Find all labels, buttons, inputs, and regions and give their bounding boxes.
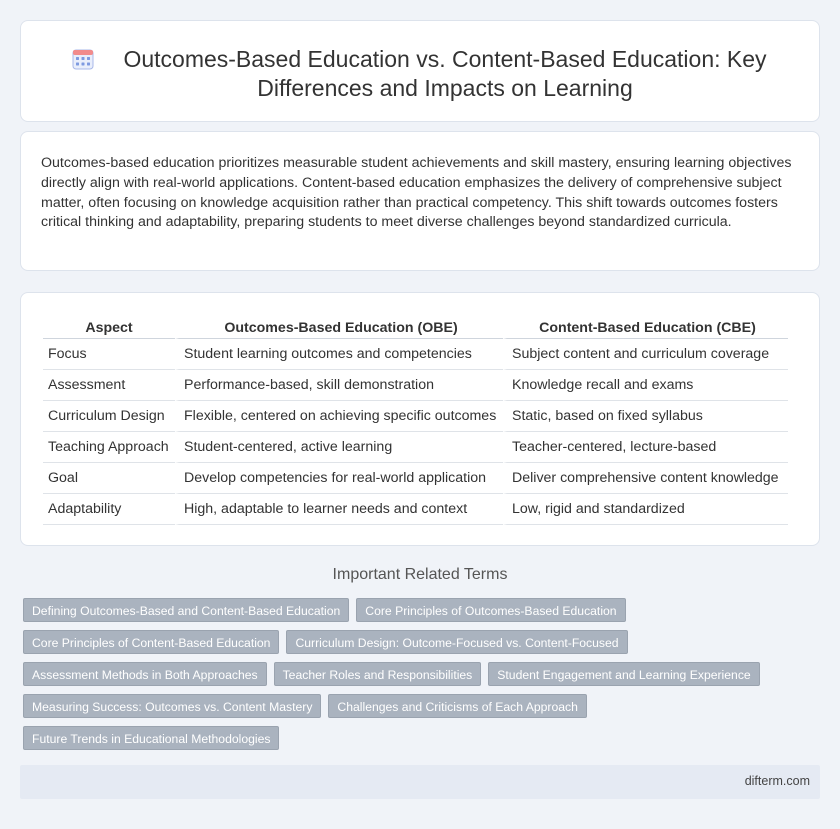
footer-site-link[interactable]: difterm.com bbox=[744, 774, 810, 788]
cell-obe: Student-centered, active learning bbox=[175, 432, 503, 463]
cell-cbe: Low, rigid and standardized bbox=[503, 494, 788, 525]
related-term-tag[interactable]: Defining Outcomes-Based and Content-Based Education bbox=[23, 598, 349, 622]
table-row bbox=[43, 494, 788, 525]
cell-aspect: Assessment bbox=[43, 370, 175, 401]
header-cbe: Content-Based Education (CBE) bbox=[503, 313, 788, 339]
cell-obe: Student learning outcomes and competencies bbox=[175, 339, 503, 370]
cell-cbe: Knowledge recall and exams bbox=[503, 370, 788, 401]
cell-obe: Develop competencies for real-world application bbox=[175, 463, 503, 494]
table-row bbox=[43, 432, 788, 463]
page-title: Outcomes-Based Education vs. Content-Based Education: Key Differences and Impacts on Learning bbox=[123, 46, 767, 101]
cell-cbe: Teacher-centered, lecture-based bbox=[503, 432, 788, 463]
header-obe: Outcomes-Based Education (OBE) bbox=[175, 313, 503, 339]
cell-aspect: Goal bbox=[43, 463, 175, 494]
footer-bar bbox=[20, 765, 820, 799]
related-term-tag[interactable]: Core Principles of Content-Based Education bbox=[23, 630, 279, 654]
comparison-table-card bbox=[20, 292, 820, 546]
table-row bbox=[43, 401, 788, 432]
cell-cbe: Subject content and curriculum coverage bbox=[503, 339, 788, 370]
intro-card bbox=[20, 131, 820, 271]
cell-obe: High, adaptable to learner needs and context bbox=[175, 494, 503, 525]
related-term-tag[interactable]: Core Principles of Outcomes-Based Education bbox=[356, 598, 625, 622]
title-wrap bbox=[61, 45, 779, 103]
comparison-table bbox=[43, 313, 788, 525]
related-term-tag[interactable]: Measuring Success: Outcomes vs. Content Mastery bbox=[23, 694, 321, 718]
title-card bbox=[20, 20, 820, 122]
table-row bbox=[43, 339, 788, 370]
related-term-tag[interactable]: Curriculum Design: Outcome-Focused vs. Content-Focused bbox=[286, 630, 627, 654]
cell-aspect: Adaptability bbox=[43, 494, 175, 525]
cell-obe: Flexible, centered on achieving specific outcomes bbox=[175, 401, 503, 432]
cell-cbe: Static, based on fixed syllabus bbox=[503, 401, 788, 432]
table-header-row bbox=[43, 313, 788, 339]
intro-paragraph: Outcomes-based education prioritizes measurable student achievements and skill mastery, ensuring learning objectives directly align with real-world applications. Content-based education emphasizes the delivery of comprehensive subject matter, often focusing on knowledge acquisition rather than practical competency. This shift towards outcomes fosters critical thinking and adaptability, preparing students to meet diverse challenges beyond standardized curricula. bbox=[41, 155, 792, 231]
cell-aspect: Curriculum Design bbox=[43, 401, 175, 432]
related-term-tag[interactable]: Assessment Methods in Both Approaches bbox=[23, 662, 267, 686]
related-term-tag[interactable]: Teacher Roles and Responsibilities bbox=[274, 662, 482, 686]
cell-obe: Performance-based, skill demonstration bbox=[175, 370, 503, 401]
related-terms-heading: Important Related Terms bbox=[332, 566, 508, 583]
cell-aspect: Teaching Approach bbox=[43, 432, 175, 463]
related-term-tag[interactable]: Future Trends in Educational Methodologies bbox=[23, 726, 279, 750]
table-row bbox=[43, 370, 788, 401]
related-term-tag[interactable]: Student Engagement and Learning Experience bbox=[488, 662, 759, 686]
related-terms-list bbox=[23, 598, 783, 750]
header-aspect: Aspect bbox=[43, 313, 175, 339]
table-row bbox=[43, 463, 788, 494]
cell-aspect: Focus bbox=[43, 339, 175, 370]
cell-cbe: Deliver comprehensive content knowledge bbox=[503, 463, 788, 494]
related-term-tag[interactable]: Challenges and Criticisms of Each Approach bbox=[328, 694, 587, 718]
